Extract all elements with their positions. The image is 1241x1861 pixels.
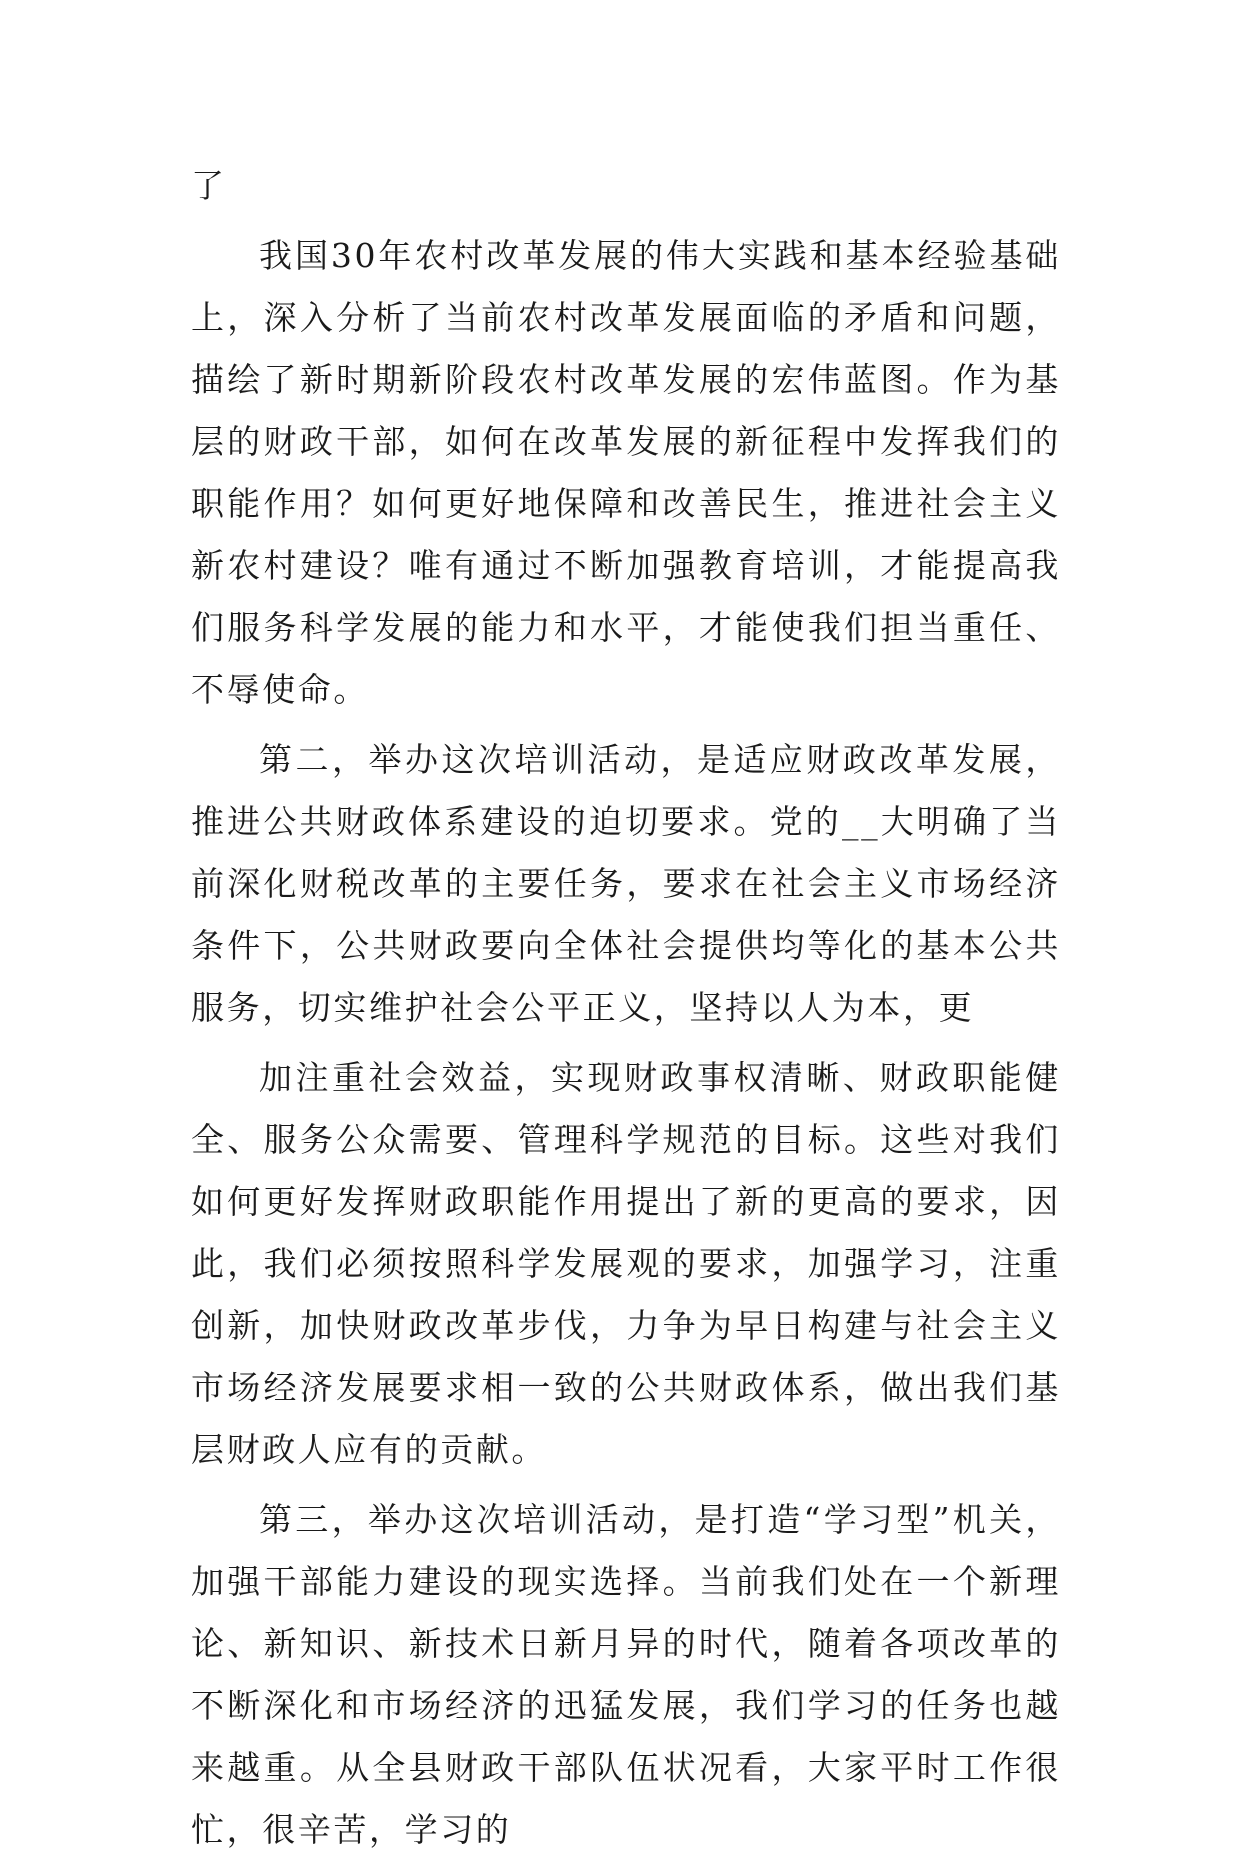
paragraph-rural-reform: 我国30年农村改革发展的伟大实践和基本经验基础上，深入分析了当前农村改革发展面临的矛盾和问题，描绘了新时期新阶段农村改革发展的宏伟蓝图。作为基层的财政干部，如何在改革发展的新征程中发挥我们的职能作用？如何更好地保障和改善民生，推进社会主义新农村建设？唯有通过不断加强教育培训，才能提高我们服务科学发展的能力和水平，才能使我们担当重任、不辱使命。 [191, 236, 1061, 709]
paragraph-second-point-continued: 加注重社会效益，实现财政事权清晰、财政职能健全、服务公众需要、管理科学规范的目标。这些对我们如何更好发挥财政职能作用提出了新的更高的要求，因此，我们必须按照科学发展观的要求，加强学习，注重创新，加快财政改革步伐，力争为早日构建与社会主义市场经济发展要求相一致的公共财政体系，做出我们基层财政人应有的贡献。 [191, 1058, 1061, 1469]
paragraph-second-point: 第二，举办这次培训活动，是适应财政改革发展，推进公共财政体系建设的迫切要求。党的__大明确了当前深化财税改革的主要任务，要求在社会主义市场经济条件下，公共财政要向全体社会提供均等化的基本公共服务，切实维护社会公平正义，坚持以人为本，更 [191, 740, 1061, 1027]
document-body [191, 155, 1061, 1861]
paragraph-continuation: 了 [191, 166, 227, 205]
paragraph-third-point: 第三，举办这次培训活动，是打造“学习型”机关，加强干部能力建设的现实选择。当前我们处在一个新理论、新知识、新技术日新月异的时代，随着各项改革的不断深化和市场经济的迅猛发展，我们学习的任务也越来越重。从全县财政干部队伍状况看，大家平时工作很忙，很辛苦，学习的 [191, 1500, 1061, 1849]
